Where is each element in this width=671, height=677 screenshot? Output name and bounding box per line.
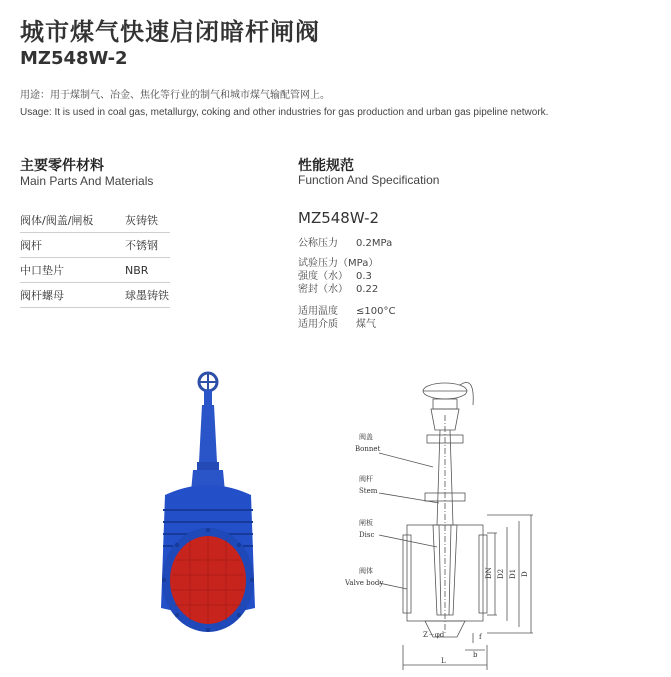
label-disc-en: Disc [359, 531, 375, 539]
label-stem-en: Stem [359, 487, 378, 495]
parts-table [20, 208, 170, 308]
valve-technical-drawing [345, 375, 545, 670]
spec-value: 0.22 [356, 284, 379, 295]
spec-model: MZ548W-2 [298, 209, 380, 227]
spec-label: 适用介质 [298, 319, 338, 330]
spec-section-subtitle: Function And Specification [298, 173, 440, 187]
spec-value: 0.3 [356, 271, 372, 282]
spec-section-title: 性能规范 [298, 158, 354, 174]
part-name: 阀杆螺母 [20, 289, 64, 302]
part-name: 中口垫片 [20, 264, 64, 277]
dim-dn: DN [485, 567, 493, 579]
model-number: MZ548W-2 [20, 48, 128, 69]
parts-section-title: 主要零件材料 [20, 158, 104, 174]
spec-label: 密封（水） [298, 284, 348, 295]
part-material: 灰铸铁 [125, 214, 158, 227]
dim-d2: D2 [497, 568, 505, 579]
part-material: 球墨铸铁 [125, 289, 169, 302]
spec-value: ≤100°C [356, 306, 396, 317]
dim-b: b [473, 651, 478, 659]
part-name: 阀杆 [20, 239, 42, 252]
table-row [20, 258, 170, 283]
spec-conditions [298, 305, 395, 331]
table-row [20, 208, 170, 233]
page-title: 城市煤气快速启闭暗杆闸阀 [20, 18, 320, 46]
label-body-cn: 阀体 [359, 567, 373, 575]
spec-label: 强度（水） [298, 271, 348, 282]
dim-l: L [441, 657, 446, 665]
label-bonnet-en: Bonnet [355, 445, 381, 453]
spec-label: 试验压力（MPa） [298, 258, 379, 269]
spec-label: 适用温度 [298, 306, 338, 317]
label-bonnet-cn: 阀盖 [359, 433, 373, 441]
valve-product-image [155, 370, 270, 638]
usage-text-en: Usage: It is used in coal gas, metallurgy, coking and other industries for gas production and urban gas pipeline network. [20, 107, 549, 118]
dim-f: f [479, 633, 482, 641]
spec-value: 煤气 [356, 319, 376, 330]
dim-d: D [521, 571, 529, 577]
usage-text-cn: 用途：用于煤制气、冶金、焦化等行业的制气和城市煤气输配管网上。 [20, 90, 330, 101]
part-name: 阀体/阀盖/闸板 [20, 214, 94, 227]
spec-value: 0.2MPa [356, 238, 393, 249]
part-material: NBR [125, 263, 149, 277]
part-material: 不锈钢 [125, 239, 158, 252]
label-stem-cn: 阀杆 [359, 475, 373, 483]
dim-d1: D1 [509, 568, 517, 579]
label-body-en: Valve body [345, 579, 384, 587]
dim-zd: Z－φd [423, 631, 445, 639]
parts-section-subtitle: Main Parts And Materials [20, 174, 154, 188]
table-row [20, 233, 170, 258]
label-disc-cn: 闸板 [359, 519, 373, 527]
table-row [20, 283, 170, 308]
spec-test-pressure [298, 257, 378, 296]
spec-label: 公称压力 [298, 238, 338, 249]
spec-nominal-pressure [298, 237, 392, 250]
